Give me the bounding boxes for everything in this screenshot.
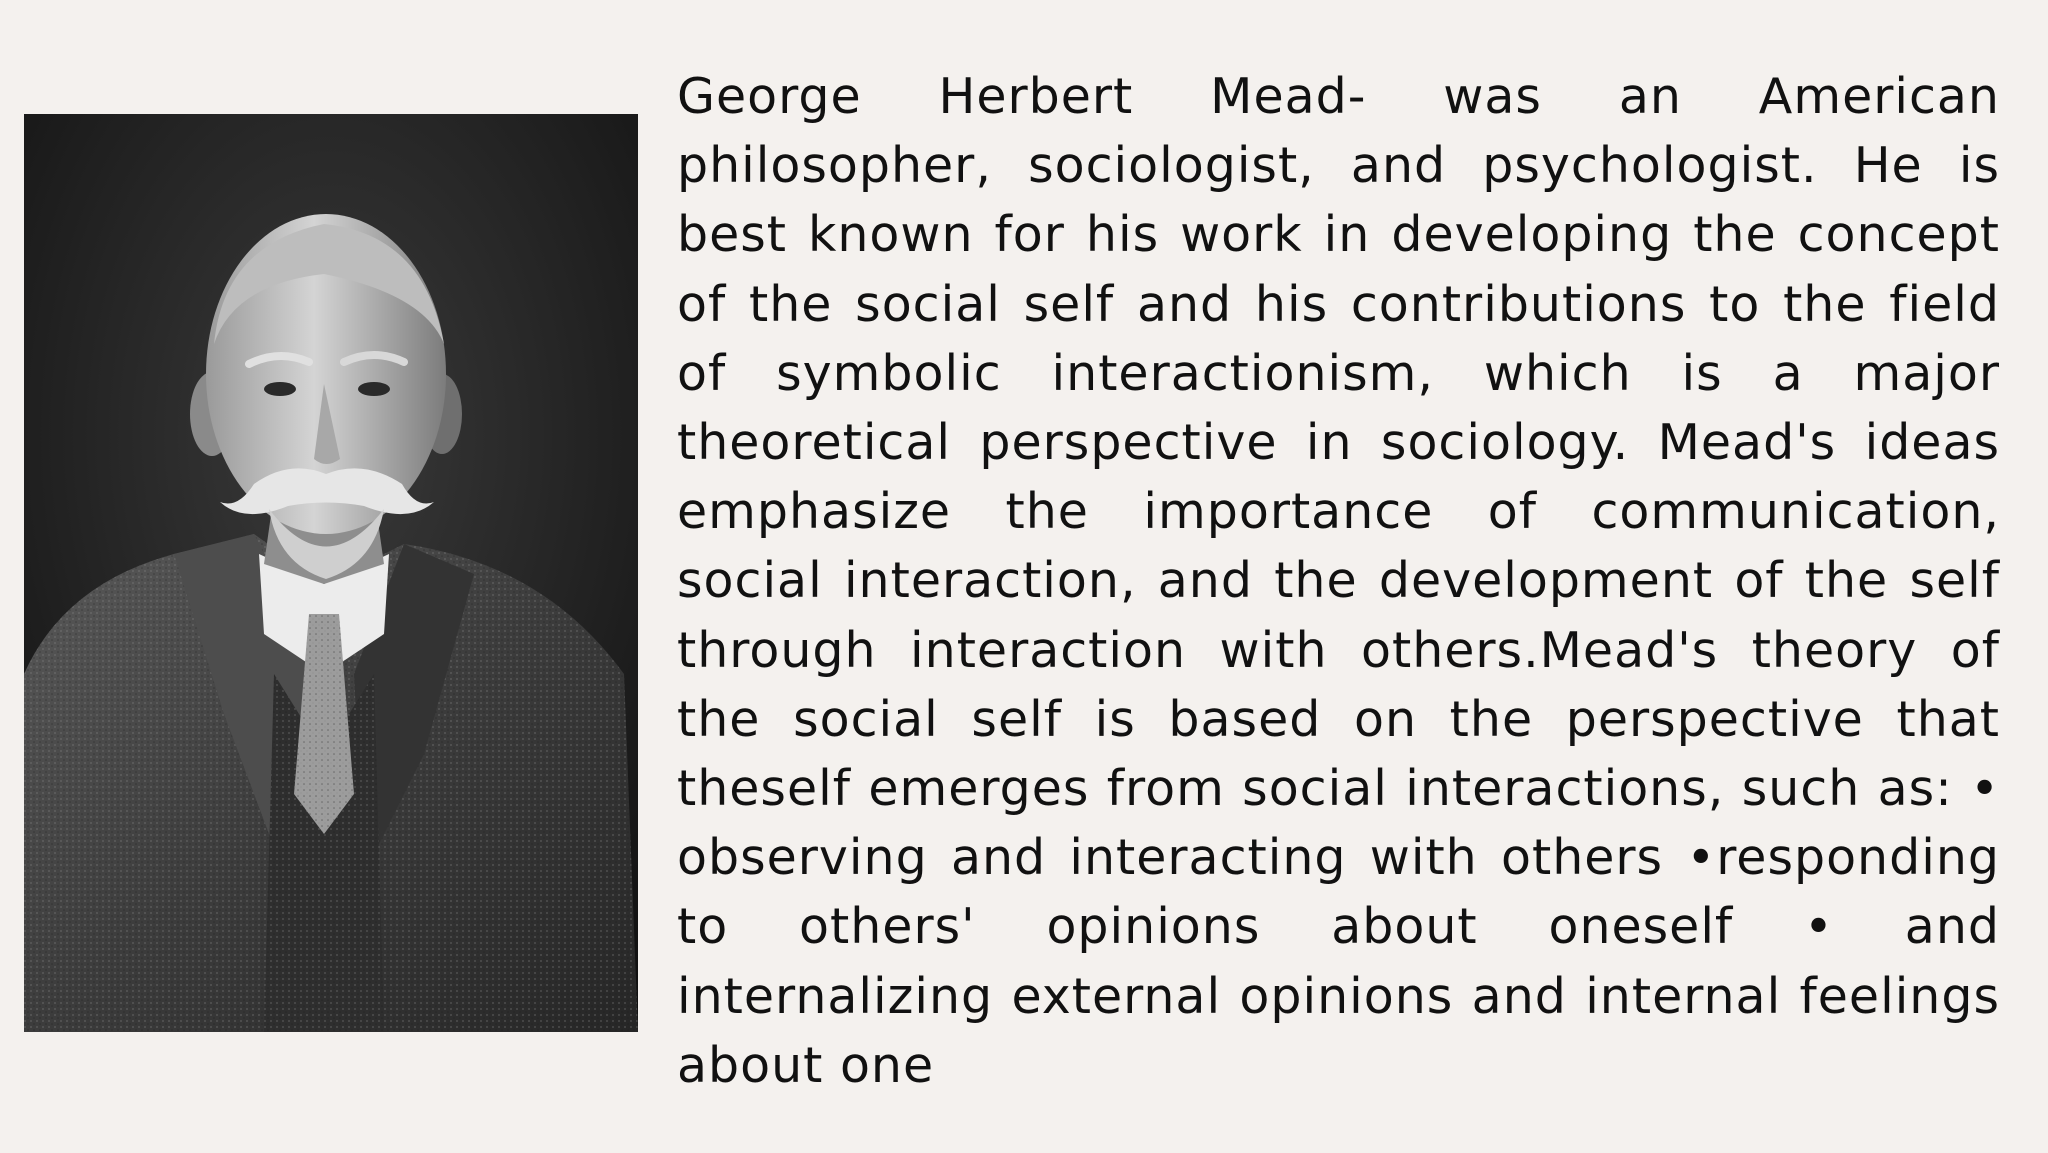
portrait-illustration	[24, 114, 638, 1032]
description-paragraph: George Herbert Mead- was an American philosopher, sociologist, and psychologist. He is best known for his work in developing the concept of the social self and his contributions to the field of symbolic interactionism, which is a major theoretical perspective in sociology. Mead's ideas emphasize the importance of communication, social interaction, and the development of the self through interaction with others.Mead's theory of the social self is based on the perspective that theself emerges from social interactions, such as: • observing and interacting with others •responding to others' opinions about oneself • and internalizing external opinions and internal feelings about one	[677, 68, 2000, 1094]
portrait-photo	[24, 114, 638, 1032]
